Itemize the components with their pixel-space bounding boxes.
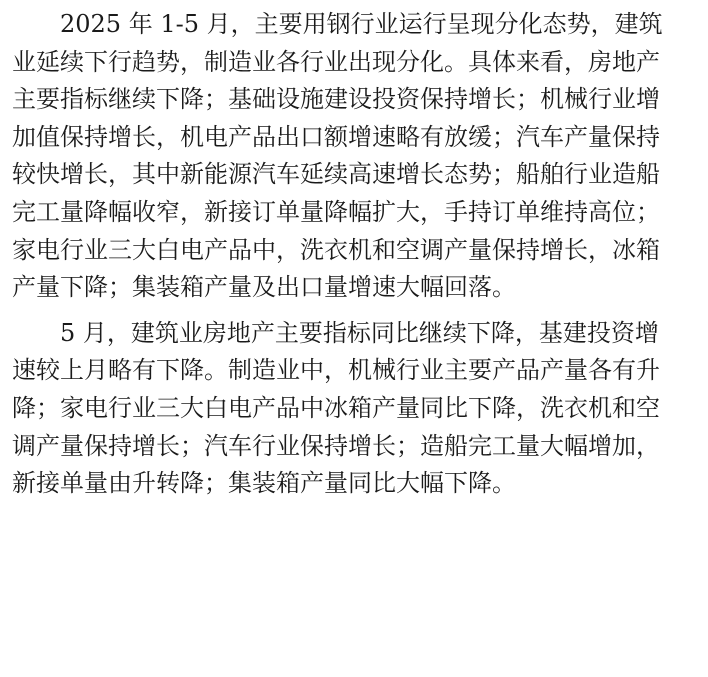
text-line: 较快增长，其中新能源汽车延续高速增长态势；船舶行业造船 (12, 160, 660, 189)
text-line: 2025 年 1-5 月，主要用钢行业运行呈现分化态势，建筑 (60, 10, 663, 38)
text-line: 新接单量由升转降；集装箱产量同比大幅下降。 (12, 469, 516, 498)
text-line: 完工量降幅收窄，新接订单量降幅扩大，手持订单维持高位； (12, 197, 660, 226)
text-line: 产量下降；集装箱产量及出口量增速大幅回落。 (12, 273, 516, 302)
paragraph-2 (12, 307, 708, 503)
text-line: 降；家电行业三大白电产品中冰箱产量同比下降，洗衣机和空 (12, 393, 660, 422)
text-line: 业延续下行趋势，制造业各行业出现分化。具体来看，房地产 (12, 47, 660, 76)
text-line: 家电行业三大白电产品中，洗衣机和空调产量保持增长，冰箱 (12, 235, 660, 264)
text-line: 5 月，建筑业房地产主要指标同比继续下降，基建投资增 (60, 318, 659, 347)
paragraph-1 (12, 0, 708, 307)
text-line: 加值保持增长，机电产品出口额增速略有放缓；汽车产量保持 (12, 122, 660, 151)
text-line: 调产量保持增长；汽车行业保持增长；造船完工量大幅增加， (12, 431, 660, 460)
text-line: 主要指标继续下降；基础设施建设投资保持增长；机械行业增 (12, 85, 660, 114)
text-line: 速较上月略有下降。制造业中，机械行业主要产品产量各有升 (12, 356, 660, 385)
